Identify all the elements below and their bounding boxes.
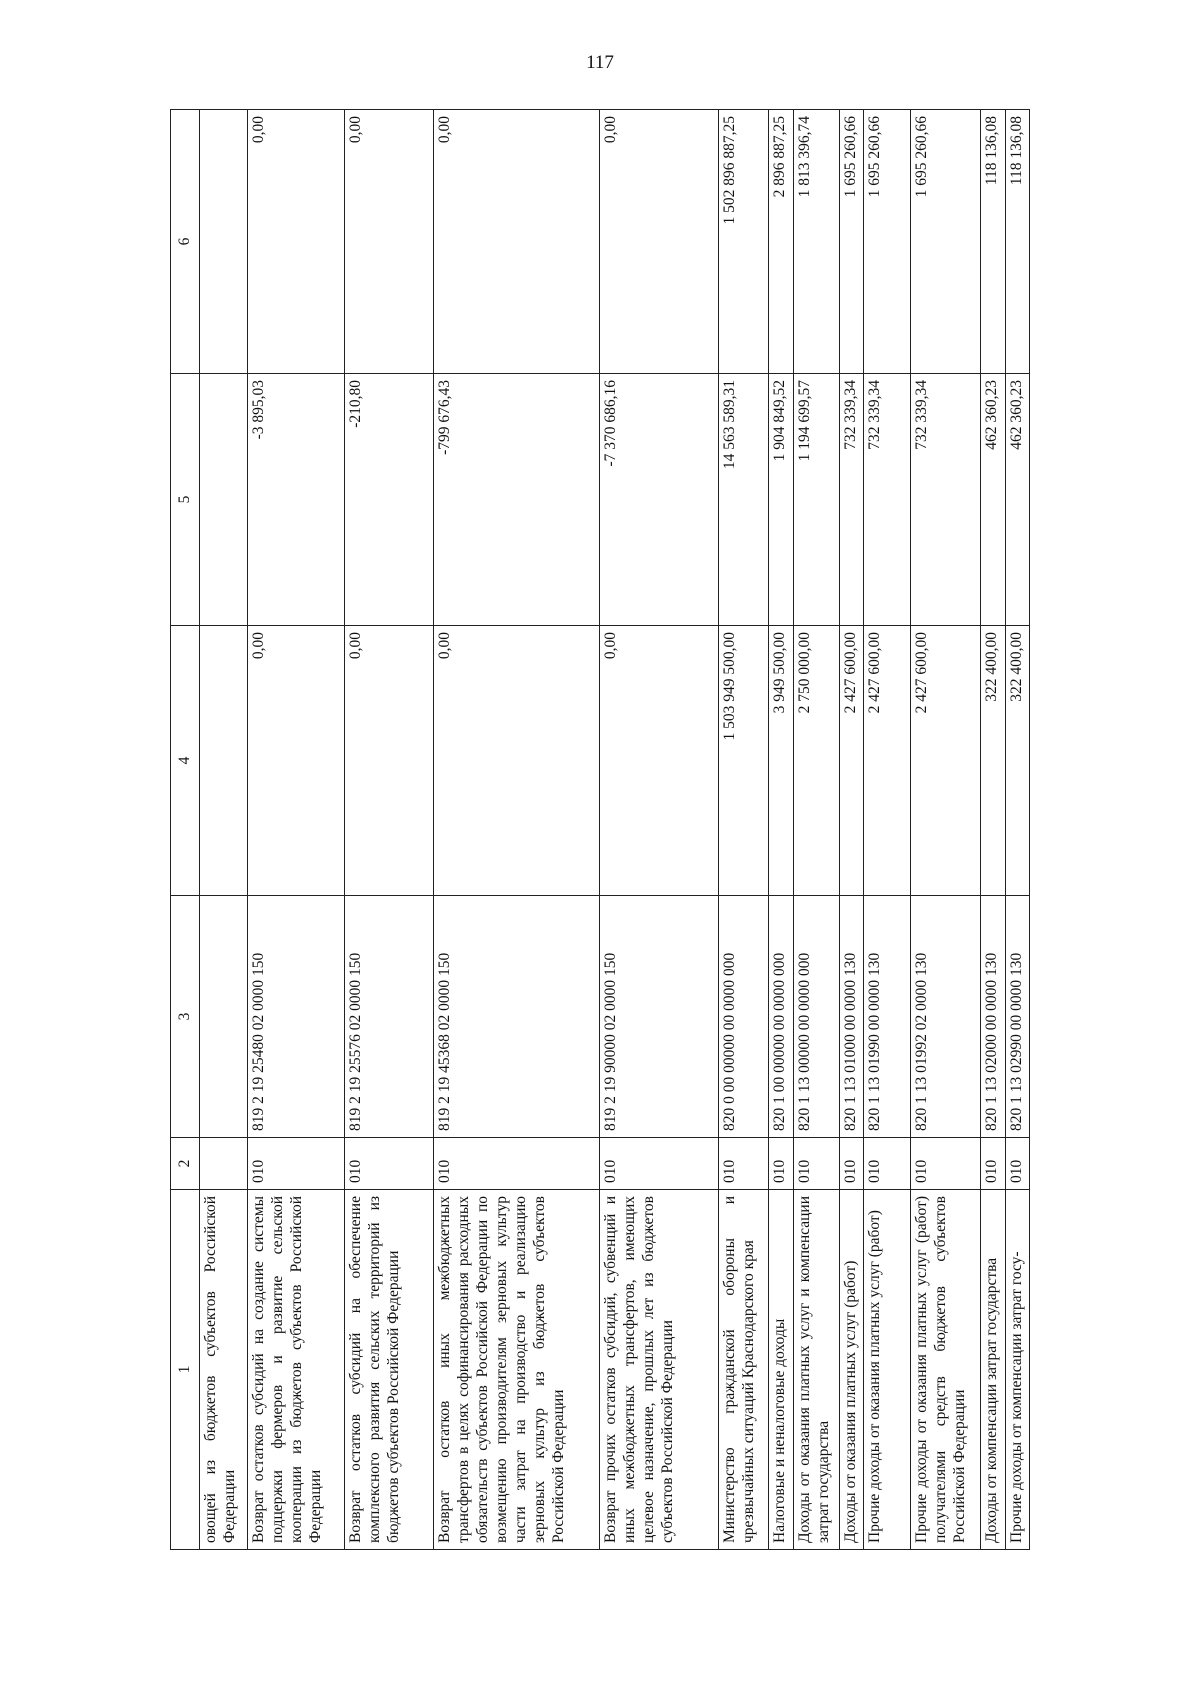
row-name: Прочие доходы от оказания платных услуг (работ) bbox=[864, 1190, 910, 1550]
row-col4: 1 503 949 500,00 bbox=[718, 626, 768, 896]
row-col5: 1 904 849,52 bbox=[769, 374, 793, 626]
table-row bbox=[864, 110, 910, 1550]
row-col6: 0,00 bbox=[434, 110, 600, 374]
row-col5: -210,80 bbox=[345, 374, 434, 626]
row-code: 010 bbox=[793, 1138, 839, 1190]
row-col5: -7 370 686,16 bbox=[599, 374, 718, 626]
row-col4: 0,00 bbox=[599, 626, 718, 896]
row-code: 010 bbox=[345, 1138, 434, 1190]
row-col5: 732 339,34 bbox=[910, 374, 981, 626]
table-row bbox=[910, 110, 981, 1550]
row-code bbox=[200, 1138, 248, 1190]
column-header: 5 bbox=[171, 374, 200, 626]
table-row bbox=[248, 110, 345, 1550]
row-kbk: 819 2 19 45368 02 0000 150 bbox=[434, 896, 600, 1138]
row-name: Прочие доходы от компенсации затрат госу- bbox=[1005, 1190, 1029, 1550]
row-col6: 0,00 bbox=[345, 110, 434, 374]
row-col6: 1 695 260,66 bbox=[910, 110, 981, 374]
row-code: 010 bbox=[864, 1138, 910, 1190]
row-code: 010 bbox=[1005, 1138, 1029, 1190]
row-col4: 0,00 bbox=[248, 626, 345, 896]
row-name: Прочие доходы от оказания платных услуг (работ) получателями средств бюджетов субъектов Российской Федерации bbox=[910, 1190, 981, 1550]
table-row bbox=[793, 110, 839, 1550]
row-name: Налоговые и неналоговые доходы bbox=[769, 1190, 793, 1550]
row-col4: 2 427 600,00 bbox=[864, 626, 910, 896]
row-code: 010 bbox=[434, 1138, 600, 1190]
row-col6: 1 695 260,66 bbox=[840, 110, 864, 374]
row-col5: 14 563 589,31 bbox=[718, 374, 768, 626]
row-code: 010 bbox=[718, 1138, 768, 1190]
row-kbk bbox=[200, 896, 248, 1138]
row-col4: 322 400,00 bbox=[981, 626, 1005, 896]
row-kbk: 820 1 13 01990 00 0000 130 bbox=[864, 896, 910, 1138]
table-row bbox=[1005, 110, 1029, 1550]
row-code: 010 bbox=[599, 1138, 718, 1190]
row-col5: 462 360,23 bbox=[1005, 374, 1029, 626]
table-row bbox=[769, 110, 793, 1550]
row-col4: 3 949 500,00 bbox=[769, 626, 793, 896]
column-header: 3 bbox=[171, 896, 200, 1138]
table-row bbox=[981, 110, 1005, 1550]
row-kbk: 820 0 00 00000 00 0000 000 bbox=[718, 896, 768, 1138]
column-header: 1 bbox=[171, 1190, 200, 1550]
row-name: овощей из бюджетов субъектов Российской Федерации bbox=[200, 1190, 248, 1550]
table-row bbox=[345, 110, 434, 1550]
row-kbk: 820 1 13 02990 00 0000 130 bbox=[1005, 896, 1029, 1138]
column-header: 6 bbox=[171, 110, 200, 374]
table-row bbox=[840, 110, 864, 1550]
row-col5: -799 676,43 bbox=[434, 374, 600, 626]
row-name: Возврат остатков иных межбюджетных трансфертов в целях софинансирования расходных обязательств субъектов Российской Федерации по возмещению производителям зерновых культур части затрат на производство и реализацию зерновых культур из бюджетов субъектов Российской Федерации bbox=[434, 1190, 600, 1550]
row-kbk: 820 1 13 01000 00 0000 130 bbox=[840, 896, 864, 1138]
row-code: 010 bbox=[840, 1138, 864, 1190]
row-col4: 2 427 600,00 bbox=[840, 626, 864, 896]
row-col5: 732 339,34 bbox=[840, 374, 864, 626]
row-col6: 118 136,08 bbox=[981, 110, 1005, 374]
table-row bbox=[200, 110, 248, 1550]
row-code: 010 bbox=[910, 1138, 981, 1190]
row-kbk: 819 2 19 90000 02 0000 150 bbox=[599, 896, 718, 1138]
row-col6: 1 502 896 887,25 bbox=[718, 110, 768, 374]
row-col6: 1 695 260,66 bbox=[864, 110, 910, 374]
row-code: 010 bbox=[981, 1138, 1005, 1190]
row-kbk: 819 2 19 25576 02 0000 150 bbox=[345, 896, 434, 1138]
row-col4: 0,00 bbox=[345, 626, 434, 896]
row-col4: 0,00 bbox=[434, 626, 600, 896]
row-col4: 322 400,00 bbox=[1005, 626, 1029, 896]
row-col5: -3 895,03 bbox=[248, 374, 345, 626]
row-col5: 462 360,23 bbox=[981, 374, 1005, 626]
row-kbk: 820 1 13 01992 02 0000 130 bbox=[910, 896, 981, 1138]
budget-table bbox=[170, 109, 1030, 1550]
rotated-table-wrapper bbox=[170, 110, 1030, 1550]
row-col6 bbox=[200, 110, 248, 374]
row-col4 bbox=[200, 626, 248, 896]
row-name: Доходы от оказания платных услуг (работ) bbox=[840, 1190, 864, 1550]
row-kbk: 819 2 19 25480 02 0000 150 bbox=[248, 896, 345, 1138]
row-col6: 118 136,08 bbox=[1005, 110, 1029, 374]
column-number-row bbox=[171, 110, 200, 1550]
row-col5: 732 339,34 bbox=[864, 374, 910, 626]
column-header: 2 bbox=[171, 1138, 200, 1190]
row-col5: 1 194 699,57 bbox=[793, 374, 839, 626]
row-kbk: 820 1 13 00000 00 0000 000 bbox=[793, 896, 839, 1138]
row-col6: 0,00 bbox=[248, 110, 345, 374]
row-name: Возврат остатков субсидий на обеспечение комплексного развития сельских территорий из бюджетов субъектов Российской Федерации bbox=[345, 1190, 434, 1550]
table-row bbox=[599, 110, 718, 1550]
row-name: Министерство гражданской обороны и чрезвычайных ситуаций Краснодарского края bbox=[718, 1190, 768, 1550]
row-name: Возврат остатков субсидий на создание системы подцержки фермеров и развитие сельской кооперации из бюджетов субъектов Российской Федерации bbox=[248, 1190, 345, 1550]
row-code: 010 bbox=[248, 1138, 345, 1190]
row-name: Возврат прочих остатков субсидий, субвенций и иных межбюджетных трансфертов, имеющих целевое назначение, прошлых лет из бюджетов субъектов Российской Федерации bbox=[599, 1190, 718, 1550]
row-col6: 0,00 bbox=[599, 110, 718, 374]
row-col6: 1 813 396,74 bbox=[793, 110, 839, 374]
table-row bbox=[434, 110, 600, 1550]
row-col4: 2 750 000,00 bbox=[793, 626, 839, 896]
row-code: 010 bbox=[769, 1138, 793, 1190]
row-col4: 2 427 600,00 bbox=[910, 626, 981, 896]
row-col5 bbox=[200, 374, 248, 626]
row-col6: 2 896 887,25 bbox=[769, 110, 793, 374]
column-header: 4 bbox=[171, 626, 200, 896]
row-name: Доходы от оказания платных услуг и компенсации затрат государства bbox=[793, 1190, 839, 1550]
table-row bbox=[718, 110, 768, 1550]
row-name: Доходы от компенсации затрат государства bbox=[981, 1190, 1005, 1550]
row-kbk: 820 1 13 02000 00 0000 130 bbox=[981, 896, 1005, 1138]
page-number: 117 bbox=[586, 52, 614, 73]
row-kbk: 820 1 00 00000 00 0000 000 bbox=[769, 896, 793, 1138]
